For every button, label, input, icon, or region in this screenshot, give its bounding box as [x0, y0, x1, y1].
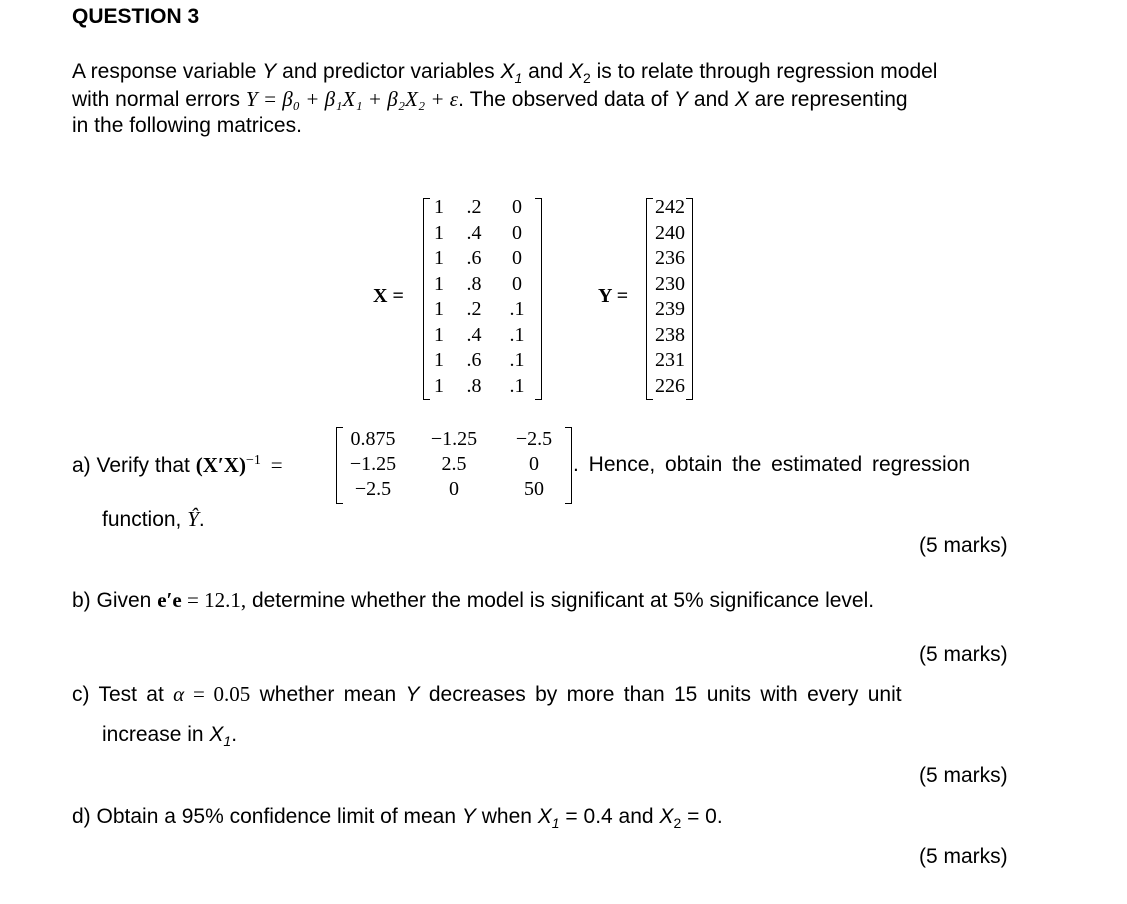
part-b-marks: (5 marks) — [919, 643, 1008, 666]
matrix-x-cell: 1 — [434, 323, 444, 346]
y-hat-symbol: Ŷ — [187, 507, 199, 531]
part-a-line-2 — [102, 507, 205, 532]
matrix-x-right-bracket — [535, 198, 542, 400]
inverse-matrix-cell: −1.25 — [430, 428, 478, 450]
matrix-x-cell: 0 — [512, 272, 522, 295]
intro-text: and — [522, 60, 569, 83]
matrix-x-cell: 0 — [512, 221, 522, 244]
matrix-x-row — [428, 246, 536, 272]
part-c-text: c) Test at — [72, 683, 174, 706]
matrix-x-cell: .2 — [466, 298, 482, 320]
intro-var-y: Y — [674, 88, 689, 111]
intro-sub: 2 — [582, 70, 591, 87]
matrix-x-cell: .6 — [466, 349, 482, 371]
part-c-marks: (5 marks) — [919, 764, 1008, 787]
subscript: 1 — [551, 815, 560, 832]
matrix-x-cell: .4 — [466, 221, 482, 244]
matrix-y-row — [650, 221, 690, 247]
intro-line-1 — [72, 60, 937, 86]
inverse-matrix-cell: 50 — [524, 478, 544, 500]
var-y: Y — [461, 805, 476, 828]
inverse-matrix-cell: −2.5 — [515, 428, 553, 450]
intro-var-y: Y — [262, 60, 277, 83]
matrix-y-row — [650, 348, 690, 374]
part-d-text: when — [475, 805, 538, 828]
intro-text: . The observed data of — [458, 88, 675, 111]
matrix-x-cell: 1 — [434, 374, 444, 397]
inverse-matrix-cell: −2.5 — [354, 478, 392, 500]
matrix-x-cell: .1 — [509, 349, 525, 371]
inverse-matrix-cell: 0 — [529, 453, 539, 475]
sse-expression: e′e — [157, 588, 182, 612]
matrix-x-cell: .2 — [466, 196, 482, 218]
matrix-y-cell: 226 — [655, 374, 685, 397]
matrix-x-cell: 1 — [434, 221, 444, 244]
matrix-y-cell: 240 — [655, 221, 685, 244]
intro-text: are representing — [748, 88, 908, 111]
matrix-x-cell: .8 — [466, 272, 482, 295]
question-title: QUESTION 3 — [72, 5, 200, 28]
matrix-y-row — [650, 323, 690, 349]
intro-text: with normal errors — [72, 88, 246, 111]
part-a-marks: (5 marks) — [919, 534, 1008, 557]
matrix-x-cell: 1 — [434, 272, 444, 295]
intro-sub: 1 — [514, 70, 523, 87]
intro-text: and — [688, 88, 735, 111]
part-b-text: determine whether the model is significant at 5% significance level. — [246, 589, 875, 612]
part-c-text: whether mean — [250, 683, 406, 706]
matrix-x-row — [428, 272, 536, 298]
var-x1: X — [537, 805, 552, 828]
matrix-x-cell: .1 — [509, 323, 525, 346]
sse-value: = 12.1, — [181, 588, 247, 612]
part-c-text: . — [231, 723, 238, 746]
subscript: 1 — [223, 733, 232, 750]
alpha-symbol: α — [173, 682, 185, 706]
matrix-y-cell: 230 — [655, 272, 685, 295]
var-x1: X — [209, 723, 224, 746]
matrix-y-cell: 238 — [655, 323, 685, 346]
matrix-y-row — [650, 374, 690, 400]
intro-var-x1: X — [500, 60, 515, 83]
matrix-x-row — [428, 297, 536, 323]
matrix-y-cell: 239 — [655, 298, 685, 320]
inverse-matrix-row — [340, 427, 566, 452]
matrix-y-row — [650, 272, 690, 298]
part-d-text: d) Obtain a 95% confidence limit of mean — [72, 805, 462, 828]
part-d-text: = 0.4 and — [559, 805, 660, 828]
part-a-text: . — [198, 508, 205, 531]
part-c-text: decreases by more than 15 units with every unit — [419, 683, 902, 706]
matrix-y-row — [650, 297, 690, 323]
matrix-x-row — [428, 348, 536, 374]
part-b-line — [72, 588, 874, 613]
matrix-x-cell: .8 — [466, 374, 482, 397]
var-x2: X — [659, 805, 674, 828]
inverse-matrix-row — [340, 452, 566, 477]
matrix-x-row — [428, 221, 536, 247]
intro-line-2 — [72, 87, 908, 112]
matrix-x-cell: .1 — [509, 374, 525, 397]
matrix-y-label: Y = — [598, 285, 629, 307]
part-c-line-1 — [72, 682, 902, 707]
subscript: 2 — [673, 815, 682, 832]
matrix-x-cell: 0 — [512, 247, 522, 269]
matrix-x-row — [428, 323, 536, 349]
regression-model: Y = β₀ + β₁X₁ + β₂X₂ + ε — [245, 87, 459, 111]
inverse-matrix-cell: 2.5 — [441, 453, 467, 475]
inverse-matrix-cell: 0.875 — [350, 428, 396, 450]
matrix-x-cell: 1 — [434, 298, 444, 320]
equals-sign: = — [270, 453, 283, 477]
inverse-matrix-row — [340, 477, 566, 502]
alpha-value: = 0.05 — [184, 682, 251, 706]
matrix-x-cell: 1 — [434, 247, 444, 269]
matrix-y-cell: 231 — [655, 349, 685, 371]
matrix-y-row — [650, 195, 690, 221]
part-c-text: increase in — [102, 723, 210, 746]
matrix-x-cell: 1 — [434, 349, 444, 371]
inverse-matrix-right-bracket — [565, 427, 572, 504]
var-y: Y — [405, 683, 420, 706]
intro-text: is to relate through regression model — [590, 60, 938, 83]
matrix-x-cell: 0 — [512, 196, 522, 218]
matrix-y-cell: 242 — [655, 196, 685, 218]
matrix-x-cell: 1 — [434, 196, 444, 218]
part-b-text: b) Given — [72, 589, 158, 612]
matrix-y-body — [650, 195, 690, 399]
matrix-x-cell: .1 — [509, 298, 525, 320]
matrix-x-cell: .6 — [466, 247, 482, 269]
inverse-matrix-body — [340, 427, 566, 502]
intro-text: and predictor variables — [276, 60, 501, 83]
intro-line-3: in the following matrices. — [72, 114, 302, 137]
intro-var-x2: X — [568, 60, 583, 83]
inverse-matrix-cell: 0 — [449, 478, 459, 500]
inverse-matrix-cell: −1.25 — [349, 453, 397, 475]
inverse-exponent: −1 — [245, 453, 261, 468]
xtx-expression: (X′X) — [195, 453, 246, 477]
matrix-x-label: X = — [373, 285, 404, 307]
part-c-line-2 — [102, 723, 237, 749]
part-a-text: a) Verify that — [72, 454, 196, 477]
part-a-hence: . Hence, obtain the estimated regression — [573, 453, 971, 476]
part-d-line — [72, 805, 723, 831]
matrix-x-row — [428, 195, 536, 221]
matrix-x-body — [428, 195, 536, 399]
part-d-text: = 0. — [681, 805, 723, 828]
part-a-text: function, — [102, 508, 188, 531]
matrix-x-row — [428, 374, 536, 400]
matrix-y-cell: 236 — [655, 247, 685, 269]
intro-text: A response variable — [72, 60, 263, 83]
part-d-marks: (5 marks) — [919, 845, 1008, 868]
intro-var-x: X — [734, 88, 749, 111]
matrix-y-row — [650, 246, 690, 272]
part-a-line-1 — [72, 453, 283, 478]
matrix-x-cell: .4 — [466, 323, 482, 346]
